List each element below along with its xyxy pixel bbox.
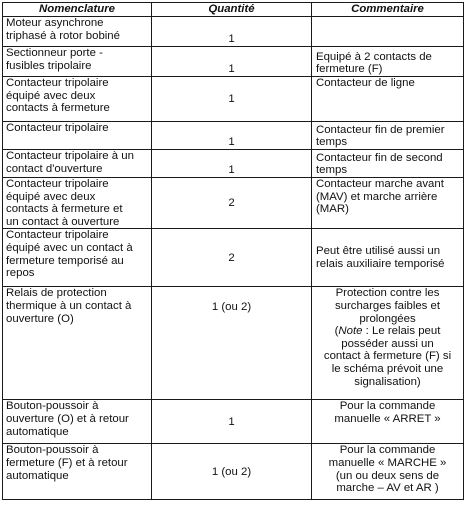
cell-commentaire: Contacteur de ligne xyxy=(312,77,464,122)
cell-nomenclature: Relais de protection thermique à un contact à ouverture (O) xyxy=(3,287,152,400)
cell-quantite: 2 xyxy=(152,178,312,229)
table-row xyxy=(3,400,464,444)
cell-nomenclature: Contacteur tripolaire à un contact d'ouverture xyxy=(3,150,152,178)
note-text: (Note : Le relais peut posséder aussi un contact à fermeture (F) si le schéma prévoit une signalisation) xyxy=(323,325,452,388)
cell-quantite: 1 xyxy=(152,122,312,150)
cell-nomenclature: Bouton-poussoir à ouverture (O) et à retour automatique xyxy=(3,400,152,444)
cell-nomenclature: Sectionneur porte - fusibles tripolaire xyxy=(3,47,152,77)
header-quantite: Quantité xyxy=(152,3,312,17)
note-label: Note xyxy=(338,325,363,338)
cell-nomenclature: Contacteur tripolaire xyxy=(3,122,152,150)
cell-commentaire: Pour la commande manuelle « MARCHE » (un ou deux sens de marche – AV et AR ) xyxy=(312,444,464,500)
table-row xyxy=(3,287,464,400)
header-nomenclature: Nomenclature xyxy=(3,3,152,17)
cell-quantite: 2 xyxy=(152,229,312,287)
table-row xyxy=(3,77,464,122)
table-row xyxy=(3,444,464,500)
cell-commentaire: Protection contre les surcharges faibles et prolongées (Note : Le relais peut posséder aussi un contact à fermeture (F) si le schéma prévoit une signalisation) xyxy=(312,287,464,400)
cell-quantite: 1 xyxy=(152,17,312,47)
table-header-row xyxy=(3,3,464,17)
cell-quantite: 1 (ou 2) xyxy=(152,287,312,400)
table-row xyxy=(3,229,464,287)
cell-commentaire: Equipé à 2 contacts de fermeture (F) xyxy=(312,47,464,77)
table-row xyxy=(3,17,464,47)
cell-nomenclature: Contacteur tripolaire équipé avec deux contacts à fermeture xyxy=(3,77,152,122)
cell-commentaire xyxy=(312,17,464,47)
cell-commentaire: Peut être utilisé aussi un relais auxiliaire temporisé xyxy=(312,229,464,287)
cell-nomenclature: Contacteur tripolaire équipé avec un contact à fermeture temporisé au repos xyxy=(3,229,152,287)
table-row xyxy=(3,178,464,229)
cell-quantite: 1 xyxy=(152,150,312,178)
cell-commentaire: Contacteur fin de premier temps xyxy=(312,122,464,150)
table-row xyxy=(3,150,464,178)
cell-nomenclature: Contacteur tripolaire équipé avec deux contacts à fermeture et un contact à ouverture xyxy=(3,178,152,229)
cell-commentaire: Contacteur marche avant (MAV) et marche arrière (MAR) xyxy=(312,178,464,229)
header-commentaire: Commentaire xyxy=(312,3,464,17)
table-row xyxy=(3,122,464,150)
cell-quantite: 1 xyxy=(152,400,312,444)
cell-commentaire: Pour la commande manuelle « ARRET » xyxy=(312,400,464,444)
table-row xyxy=(3,47,464,77)
cell-nomenclature: Moteur asynchrone triphasé à rotor bobiné xyxy=(3,17,152,47)
cell-quantite: 1 xyxy=(152,47,312,77)
cell-quantite: 1 (ou 2) xyxy=(152,444,312,500)
cell-quantite: 1 xyxy=(152,77,312,122)
cell-nomenclature: Bouton-poussoir à fermeture (F) et à retour automatique xyxy=(3,444,152,500)
nomenclature-table xyxy=(2,2,464,500)
cell-commentaire: Contacteur fin de second temps xyxy=(312,150,464,178)
